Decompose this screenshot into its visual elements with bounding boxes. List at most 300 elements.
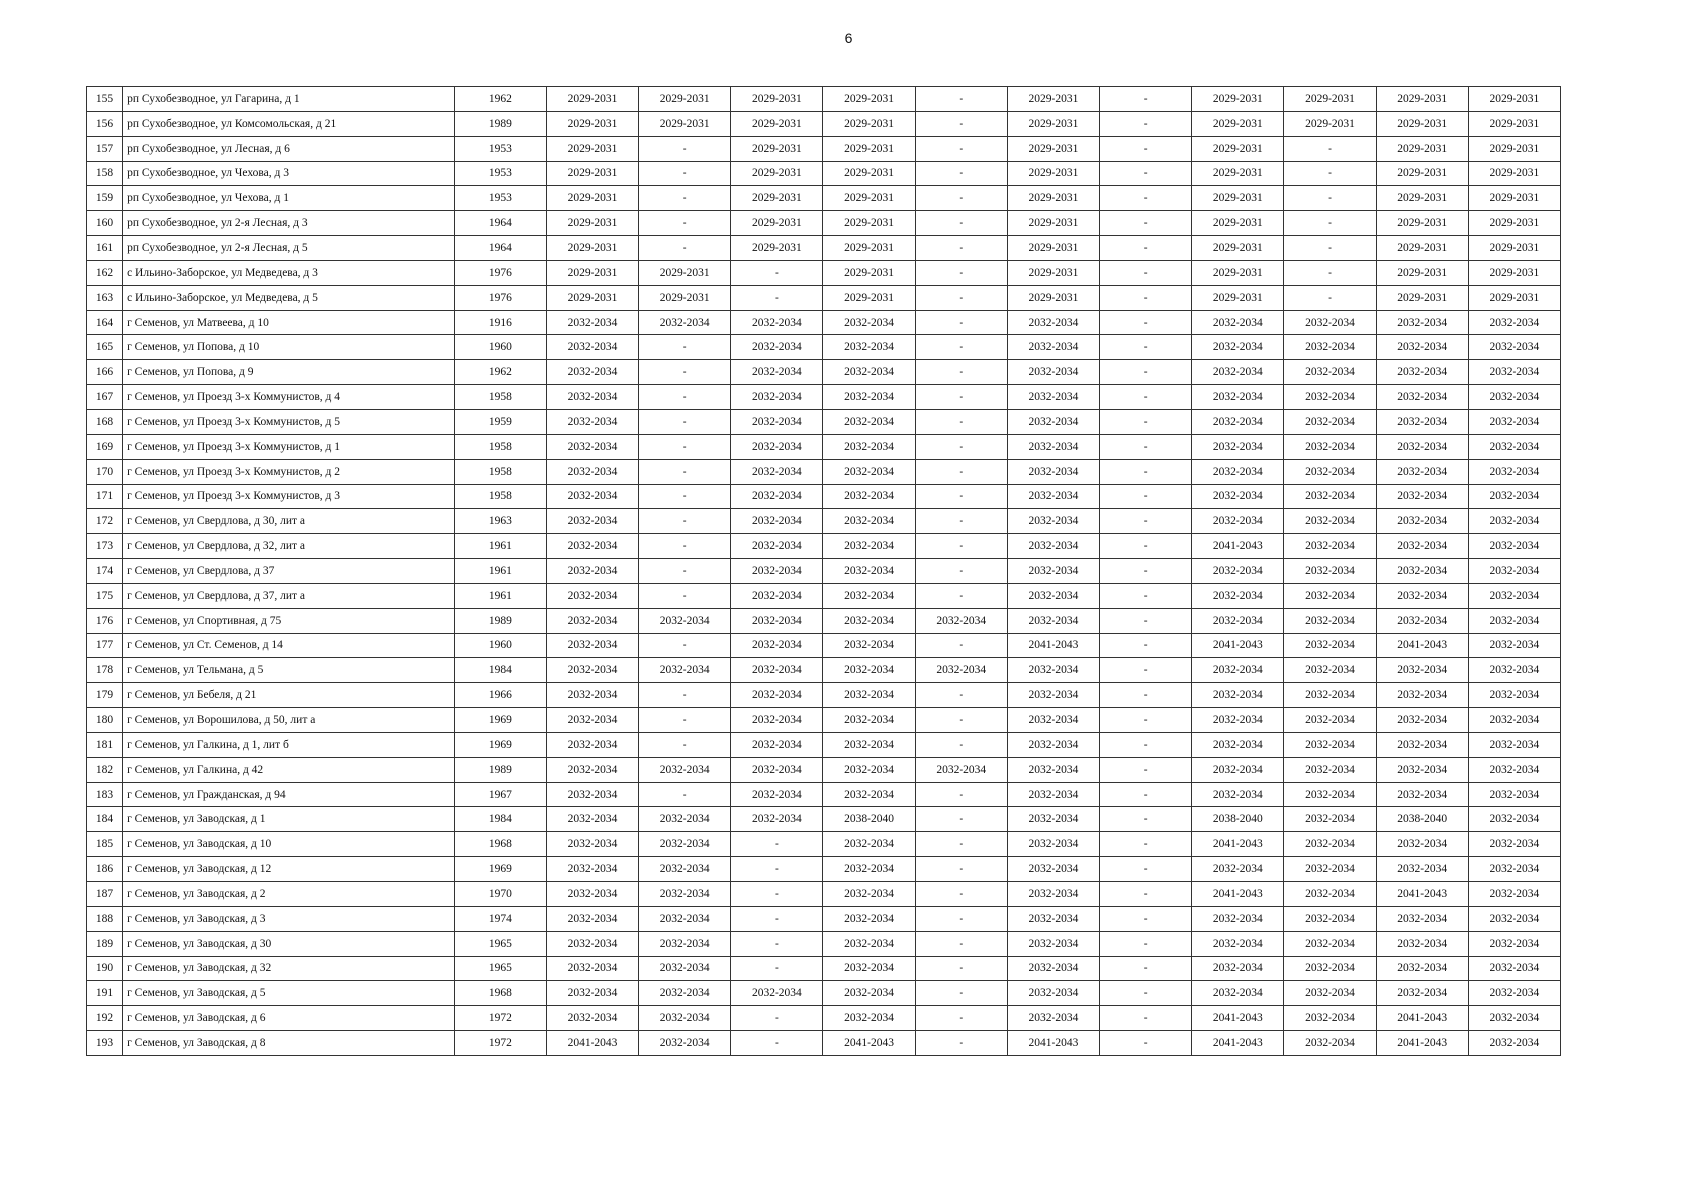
period-cell-4: 2032-2034	[823, 832, 915, 857]
period-cell-9: 2032-2034	[1284, 906, 1376, 931]
period-cell-2: -	[639, 459, 731, 484]
period-cell-8: 2032-2034	[1192, 782, 1284, 807]
period-cell-8: 2032-2034	[1192, 335, 1284, 360]
period-cell-9: 2032-2034	[1284, 434, 1376, 459]
period-cell-6: 2032-2034	[1007, 857, 1099, 882]
period-cell-2: -	[639, 161, 731, 186]
row-number-cell: 183	[87, 782, 123, 807]
period-cell-1: 2029-2031	[546, 236, 638, 261]
period-cell-7: -	[1100, 857, 1192, 882]
period-cell-4: 2032-2034	[823, 633, 915, 658]
period-cell-10: 2032-2034	[1376, 906, 1468, 931]
period-cell-6: 2032-2034	[1007, 310, 1099, 335]
period-cell-8: 2029-2031	[1192, 260, 1284, 285]
period-cell-11: 2032-2034	[1468, 385, 1560, 410]
period-cell-10: 2032-2034	[1376, 956, 1468, 981]
period-cell-9: 2032-2034	[1284, 683, 1376, 708]
year-built-cell: 1958	[454, 385, 546, 410]
period-cell-4: 2029-2031	[823, 161, 915, 186]
period-cell-1: 2029-2031	[546, 136, 638, 161]
period-cell-8: 2032-2034	[1192, 906, 1284, 931]
period-cell-2: 2029-2031	[639, 87, 731, 112]
period-cell-10: 2032-2034	[1376, 360, 1468, 385]
period-cell-9: 2032-2034	[1284, 509, 1376, 534]
table-row	[87, 260, 1561, 285]
period-cell-8: 2041-2043	[1192, 1031, 1284, 1056]
period-cell-2: -	[639, 385, 731, 410]
period-cell-11: 2032-2034	[1468, 857, 1560, 882]
table-row	[87, 236, 1561, 261]
period-cell-10: 2029-2031	[1376, 87, 1468, 112]
period-cell-4: 2041-2043	[823, 1031, 915, 1056]
address-cell: г Семенов, ул Матвеева, д 10	[123, 310, 455, 335]
period-cell-3: 2032-2034	[731, 310, 823, 335]
period-cell-11: 2032-2034	[1468, 335, 1560, 360]
period-cell-10: 2032-2034	[1376, 608, 1468, 633]
period-cell-7: -	[1100, 310, 1192, 335]
period-cell-2: 2032-2034	[639, 658, 731, 683]
period-cell-7: -	[1100, 186, 1192, 211]
period-cell-1: 2029-2031	[546, 260, 638, 285]
period-cell-6: 2032-2034	[1007, 385, 1099, 410]
period-cell-2: -	[639, 484, 731, 509]
period-cell-8: 2029-2031	[1192, 87, 1284, 112]
period-cell-2: -	[639, 186, 731, 211]
period-cell-8: 2032-2034	[1192, 981, 1284, 1006]
period-cell-2: -	[639, 236, 731, 261]
period-cell-7: -	[1100, 782, 1192, 807]
address-cell: г Семенов, ул Спортивная, д 75	[123, 608, 455, 633]
period-cell-5: -	[915, 186, 1007, 211]
row-number-cell: 177	[87, 633, 123, 658]
period-cell-5: -	[915, 1006, 1007, 1031]
period-cell-9: 2032-2034	[1284, 608, 1376, 633]
period-cell-4: 2032-2034	[823, 658, 915, 683]
period-cell-9: 2032-2034	[1284, 633, 1376, 658]
period-cell-5: -	[915, 583, 1007, 608]
period-cell-10: 2032-2034	[1376, 459, 1468, 484]
address-cell: г Семенов, ул Ст. Семенов, д 14	[123, 633, 455, 658]
period-cell-9: 2032-2034	[1284, 658, 1376, 683]
period-cell-3: 2032-2034	[731, 981, 823, 1006]
year-built-cell: 1968	[454, 981, 546, 1006]
table-row	[87, 683, 1561, 708]
period-cell-7: -	[1100, 459, 1192, 484]
period-cell-2: 2032-2034	[639, 931, 731, 956]
period-cell-6: 2032-2034	[1007, 1006, 1099, 1031]
table-row	[87, 559, 1561, 584]
period-cell-6: 2041-2043	[1007, 633, 1099, 658]
period-cell-8: 2032-2034	[1192, 757, 1284, 782]
period-cell-1: 2032-2034	[546, 956, 638, 981]
year-built-cell: 1967	[454, 782, 546, 807]
table-row	[87, 658, 1561, 683]
year-built-cell: 1960	[454, 633, 546, 658]
period-cell-3: -	[731, 931, 823, 956]
period-cell-9: -	[1284, 236, 1376, 261]
period-cell-1: 2032-2034	[546, 608, 638, 633]
period-cell-7: -	[1100, 260, 1192, 285]
period-cell-4: 2032-2034	[823, 732, 915, 757]
period-cell-3: 2032-2034	[731, 434, 823, 459]
period-cell-9: 2032-2034	[1284, 782, 1376, 807]
address-cell: г Семенов, ул Проезд 3-х Коммунистов, д 2	[123, 459, 455, 484]
year-built-cell: 1959	[454, 409, 546, 434]
period-cell-2: -	[639, 559, 731, 584]
period-cell-2: 2032-2034	[639, 906, 731, 931]
year-built-cell: 1968	[454, 832, 546, 857]
row-number-cell: 171	[87, 484, 123, 509]
period-cell-4: 2029-2031	[823, 87, 915, 112]
period-cell-6: 2032-2034	[1007, 459, 1099, 484]
period-cell-2: -	[639, 360, 731, 385]
period-cell-6: 2032-2034	[1007, 509, 1099, 534]
period-cell-6: 2032-2034	[1007, 956, 1099, 981]
period-cell-10: 2029-2031	[1376, 186, 1468, 211]
year-built-cell: 1984	[454, 807, 546, 832]
period-cell-8: 2041-2043	[1192, 1006, 1284, 1031]
period-cell-9: 2032-2034	[1284, 981, 1376, 1006]
table-row	[87, 335, 1561, 360]
period-cell-3: 2032-2034	[731, 683, 823, 708]
period-cell-11: 2032-2034	[1468, 608, 1560, 633]
period-cell-10: 2029-2031	[1376, 111, 1468, 136]
table-row	[87, 87, 1561, 112]
period-cell-7: -	[1100, 1031, 1192, 1056]
period-cell-3: 2029-2031	[731, 236, 823, 261]
period-cell-11: 2032-2034	[1468, 633, 1560, 658]
period-cell-8: 2041-2043	[1192, 882, 1284, 907]
address-cell: г Семенов, ул Попова, д 9	[123, 360, 455, 385]
period-cell-6: 2032-2034	[1007, 906, 1099, 931]
period-cell-3: -	[731, 857, 823, 882]
row-number-cell: 156	[87, 111, 123, 136]
row-number-cell: 162	[87, 260, 123, 285]
table-row	[87, 484, 1561, 509]
period-cell-4: 2029-2031	[823, 236, 915, 261]
address-cell: г Семенов, ул Свердлова, д 37, лит а	[123, 583, 455, 608]
row-number-cell: 167	[87, 385, 123, 410]
row-number-cell: 175	[87, 583, 123, 608]
period-cell-2: -	[639, 335, 731, 360]
period-cell-7: -	[1100, 136, 1192, 161]
period-cell-8: 2032-2034	[1192, 434, 1284, 459]
address-cell: г Семенов, ул Бебеля, д 21	[123, 683, 455, 708]
period-cell-3: 2032-2034	[731, 633, 823, 658]
table-row	[87, 434, 1561, 459]
address-cell: г Семенов, ул Заводская, д 3	[123, 906, 455, 931]
address-cell: г Семенов, ул Проезд 3-х Коммунистов, д 3	[123, 484, 455, 509]
period-cell-3: -	[731, 906, 823, 931]
period-cell-1: 2032-2034	[546, 906, 638, 931]
period-cell-10: 2032-2034	[1376, 981, 1468, 1006]
year-built-cell: 1962	[454, 87, 546, 112]
period-cell-6: 2029-2031	[1007, 111, 1099, 136]
period-cell-5: -	[915, 509, 1007, 534]
period-cell-4: 2032-2034	[823, 459, 915, 484]
period-cell-1: 2032-2034	[546, 385, 638, 410]
period-cell-7: -	[1100, 583, 1192, 608]
period-cell-1: 2032-2034	[546, 658, 638, 683]
period-cell-3: 2029-2031	[731, 211, 823, 236]
period-cell-1: 2032-2034	[546, 732, 638, 757]
row-number-cell: 193	[87, 1031, 123, 1056]
period-cell-9: -	[1284, 186, 1376, 211]
period-cell-10: 2041-2043	[1376, 1006, 1468, 1031]
year-built-cell: 1916	[454, 310, 546, 335]
period-cell-7: -	[1100, 484, 1192, 509]
period-cell-3: -	[731, 1031, 823, 1056]
period-cell-3: -	[731, 832, 823, 857]
period-cell-8: 2032-2034	[1192, 658, 1284, 683]
period-cell-4: 2029-2031	[823, 285, 915, 310]
period-cell-8: 2032-2034	[1192, 484, 1284, 509]
period-cell-11: 2032-2034	[1468, 708, 1560, 733]
period-cell-6: 2032-2034	[1007, 882, 1099, 907]
period-cell-2: -	[639, 583, 731, 608]
address-cell: г Семенов, ул Заводская, д 30	[123, 931, 455, 956]
period-cell-2: 2032-2034	[639, 882, 731, 907]
row-number-cell: 155	[87, 87, 123, 112]
period-cell-1: 2032-2034	[546, 931, 638, 956]
period-cell-5: -	[915, 633, 1007, 658]
table-row	[87, 931, 1561, 956]
year-built-cell: 1953	[454, 161, 546, 186]
period-cell-2: -	[639, 211, 731, 236]
period-cell-10: 2032-2034	[1376, 857, 1468, 882]
row-number-cell: 164	[87, 310, 123, 335]
period-cell-1: 2032-2034	[546, 310, 638, 335]
period-cell-10: 2032-2034	[1376, 484, 1468, 509]
period-cell-6: 2032-2034	[1007, 981, 1099, 1006]
period-cell-9: -	[1284, 211, 1376, 236]
address-cell: г Семенов, ул Попова, д 10	[123, 335, 455, 360]
period-cell-10: 2029-2031	[1376, 236, 1468, 261]
period-cell-3: -	[731, 956, 823, 981]
period-cell-10: 2032-2034	[1376, 658, 1468, 683]
period-cell-5: -	[915, 136, 1007, 161]
period-cell-1: 2032-2034	[546, 832, 638, 857]
address-cell: с Ильино-Заборское, ул Медведева, д 5	[123, 285, 455, 310]
period-cell-10: 2032-2034	[1376, 708, 1468, 733]
period-cell-6: 2032-2034	[1007, 335, 1099, 360]
row-number-cell: 172	[87, 509, 123, 534]
period-cell-3: 2032-2034	[731, 534, 823, 559]
period-cell-11: 2032-2034	[1468, 534, 1560, 559]
period-cell-1: 2032-2034	[546, 1006, 638, 1031]
period-cell-5: 2032-2034	[915, 608, 1007, 633]
period-cell-2: 2032-2034	[639, 1031, 731, 1056]
period-cell-4: 2032-2034	[823, 956, 915, 981]
address-cell: г Семенов, ул Заводская, д 2	[123, 882, 455, 907]
period-cell-7: -	[1100, 236, 1192, 261]
period-cell-5: -	[915, 981, 1007, 1006]
period-cell-6: 2032-2034	[1007, 559, 1099, 584]
table-row	[87, 832, 1561, 857]
period-cell-6: 2032-2034	[1007, 409, 1099, 434]
row-number-cell: 185	[87, 832, 123, 857]
row-number-cell: 187	[87, 882, 123, 907]
period-cell-7: -	[1100, 509, 1192, 534]
period-cell-4: 2032-2034	[823, 310, 915, 335]
year-built-cell: 1972	[454, 1006, 546, 1031]
period-cell-10: 2038-2040	[1376, 807, 1468, 832]
address-cell: г Семенов, ул Гражданская, д 94	[123, 782, 455, 807]
year-built-cell: 1961	[454, 534, 546, 559]
period-cell-5: 2032-2034	[915, 757, 1007, 782]
period-cell-11: 2029-2031	[1468, 236, 1560, 261]
period-cell-3: 2032-2034	[731, 732, 823, 757]
period-cell-8: 2029-2031	[1192, 285, 1284, 310]
period-cell-7: -	[1100, 335, 1192, 360]
period-cell-7: -	[1100, 807, 1192, 832]
period-cell-6: 2032-2034	[1007, 360, 1099, 385]
period-cell-1: 2032-2034	[546, 782, 638, 807]
address-cell: г Семенов, ул Заводская, д 10	[123, 832, 455, 857]
period-cell-4: 2032-2034	[823, 981, 915, 1006]
table-row	[87, 509, 1561, 534]
period-cell-3: 2032-2034	[731, 658, 823, 683]
period-cell-2: -	[639, 534, 731, 559]
address-cell: г Семенов, ул Проезд 3-х Коммунистов, д 4	[123, 385, 455, 410]
period-cell-8: 2041-2043	[1192, 633, 1284, 658]
year-built-cell: 1961	[454, 583, 546, 608]
period-cell-7: -	[1100, 658, 1192, 683]
table-row	[87, 732, 1561, 757]
period-cell-8: 2032-2034	[1192, 732, 1284, 757]
address-cell: г Семенов, ул Заводская, д 8	[123, 1031, 455, 1056]
period-cell-8: 2032-2034	[1192, 583, 1284, 608]
period-cell-4: 2032-2034	[823, 882, 915, 907]
period-cell-7: -	[1100, 931, 1192, 956]
year-built-cell: 1972	[454, 1031, 546, 1056]
table-row	[87, 782, 1561, 807]
period-cell-3: 2032-2034	[731, 409, 823, 434]
year-built-cell: 1984	[454, 658, 546, 683]
period-cell-6: 2032-2034	[1007, 732, 1099, 757]
period-cell-9: 2032-2034	[1284, 956, 1376, 981]
table-row	[87, 608, 1561, 633]
period-cell-5: -	[915, 260, 1007, 285]
period-cell-9: 2032-2034	[1284, 409, 1376, 434]
row-number-cell: 169	[87, 434, 123, 459]
period-cell-6: 2029-2031	[1007, 136, 1099, 161]
period-cell-10: 2032-2034	[1376, 335, 1468, 360]
period-cell-5: -	[915, 434, 1007, 459]
period-cell-1: 2032-2034	[546, 459, 638, 484]
address-cell: г Семенов, ул Свердлова, д 32, лит а	[123, 534, 455, 559]
table-row	[87, 534, 1561, 559]
table-row	[87, 708, 1561, 733]
period-cell-6: 2029-2031	[1007, 236, 1099, 261]
period-cell-3: -	[731, 285, 823, 310]
table-row	[87, 757, 1561, 782]
period-cell-3: 2032-2034	[731, 807, 823, 832]
period-cell-7: -	[1100, 956, 1192, 981]
year-built-cell: 1969	[454, 857, 546, 882]
year-built-cell: 1965	[454, 956, 546, 981]
row-number-cell: 190	[87, 956, 123, 981]
period-cell-11: 2029-2031	[1468, 136, 1560, 161]
period-cell-1: 2032-2034	[546, 633, 638, 658]
table-row	[87, 807, 1561, 832]
period-cell-6: 2029-2031	[1007, 87, 1099, 112]
period-cell-4: 2029-2031	[823, 111, 915, 136]
period-cell-11: 2032-2034	[1468, 956, 1560, 981]
period-cell-3: 2032-2034	[731, 509, 823, 534]
period-cell-6: 2032-2034	[1007, 434, 1099, 459]
address-cell: рп Сухобезводное, ул Чехова, д 1	[123, 186, 455, 211]
period-cell-8: 2041-2043	[1192, 832, 1284, 857]
address-cell: г Семенов, ул Проезд 3-х Коммунистов, д 5	[123, 409, 455, 434]
period-cell-6: 2032-2034	[1007, 484, 1099, 509]
period-cell-10: 2032-2034	[1376, 782, 1468, 807]
period-cell-1: 2032-2034	[546, 360, 638, 385]
row-number-cell: 158	[87, 161, 123, 186]
period-cell-11: 2029-2031	[1468, 111, 1560, 136]
period-cell-3: 2029-2031	[731, 161, 823, 186]
period-cell-5: -	[915, 882, 1007, 907]
period-cell-11: 2032-2034	[1468, 583, 1560, 608]
row-number-cell: 191	[87, 981, 123, 1006]
period-cell-6: 2032-2034	[1007, 782, 1099, 807]
period-cell-11: 2029-2031	[1468, 161, 1560, 186]
period-cell-4: 2032-2034	[823, 857, 915, 882]
period-cell-9: 2032-2034	[1284, 931, 1376, 956]
period-cell-4: 2032-2034	[823, 583, 915, 608]
period-cell-1: 2032-2034	[546, 509, 638, 534]
period-cell-4: 2029-2031	[823, 136, 915, 161]
period-cell-6: 2032-2034	[1007, 807, 1099, 832]
period-cell-1: 2032-2034	[546, 534, 638, 559]
address-cell: рп Сухобезводное, ул 2-я Лесная, д 3	[123, 211, 455, 236]
year-built-cell: 1966	[454, 683, 546, 708]
period-cell-8: 2029-2031	[1192, 161, 1284, 186]
period-cell-4: 2032-2034	[823, 906, 915, 931]
table-row	[87, 285, 1561, 310]
period-cell-1: 2029-2031	[546, 211, 638, 236]
period-cell-3: 2029-2031	[731, 136, 823, 161]
table-row	[87, 1006, 1561, 1031]
period-cell-7: -	[1100, 1006, 1192, 1031]
period-cell-3: -	[731, 1006, 823, 1031]
address-cell: г Семенов, ул Заводская, д 5	[123, 981, 455, 1006]
period-cell-8: 2032-2034	[1192, 931, 1284, 956]
period-cell-4: 2032-2034	[823, 1006, 915, 1031]
period-cell-8: 2029-2031	[1192, 136, 1284, 161]
period-cell-8: 2029-2031	[1192, 186, 1284, 211]
year-built-cell: 1969	[454, 708, 546, 733]
period-cell-2: -	[639, 633, 731, 658]
period-cell-1: 2029-2031	[546, 285, 638, 310]
period-cell-4: 2029-2031	[823, 211, 915, 236]
period-cell-11: 2032-2034	[1468, 832, 1560, 857]
period-cell-9: 2032-2034	[1284, 1031, 1376, 1056]
period-cell-4: 2032-2034	[823, 782, 915, 807]
year-built-cell: 1953	[454, 136, 546, 161]
period-cell-6: 2032-2034	[1007, 832, 1099, 857]
row-number-cell: 189	[87, 931, 123, 956]
address-cell: г Семенов, ул Проезд 3-х Коммунистов, д 1	[123, 434, 455, 459]
period-cell-1: 2032-2034	[546, 981, 638, 1006]
period-cell-4: 2032-2034	[823, 608, 915, 633]
period-cell-10: 2029-2031	[1376, 161, 1468, 186]
period-cell-5: -	[915, 111, 1007, 136]
period-cell-4: 2032-2034	[823, 683, 915, 708]
period-cell-3: 2032-2034	[731, 335, 823, 360]
year-built-cell: 1989	[454, 608, 546, 633]
year-built-cell: 1953	[454, 186, 546, 211]
